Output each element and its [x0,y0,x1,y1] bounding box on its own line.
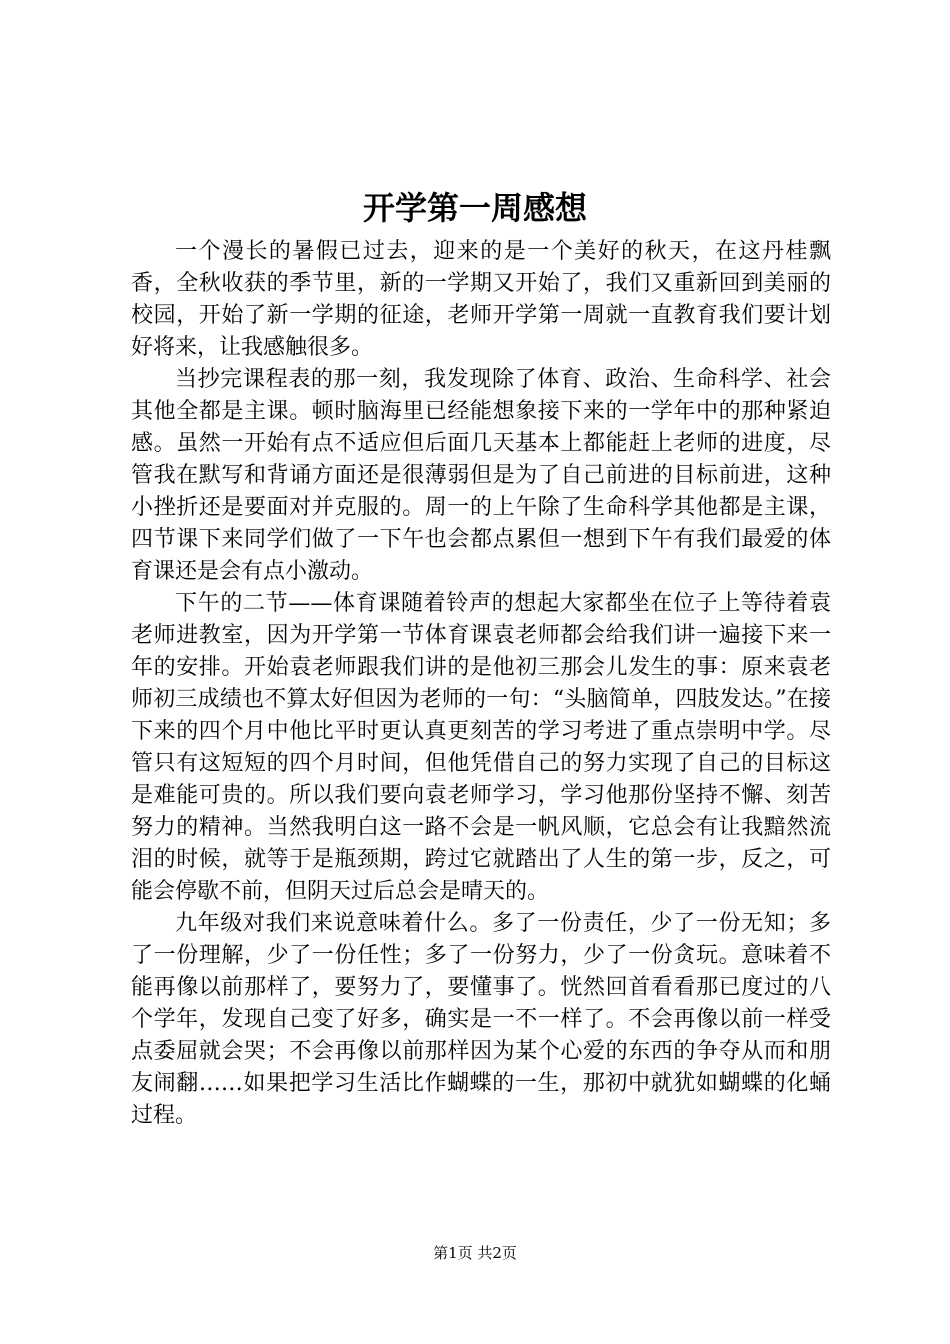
document-body [131,236,831,1132]
paragraph-1: 一个漫长的暑假已过去，迎来的是一个美好的秋天，在这丹桂飘香，全秋收获的季节里，新的一学期又开始了，我们又重新回到美丽的校园，开始了新一学期的征途，老师开学第一周就一直教育我们要计划好将来，让我感触很多。 [131,239,831,360]
paragraph-2: 当抄完课程表的那一刻，我发现除了体育、政治、生命科学、社会其他全都是主课。顿时脑海里已经能想象接下来的一学年中的那种紧迫感。虽然一开始有点不适应但后面几天基本上都能赶上老师的进度，尽管我在默写和背诵方面还是很薄弱但是为了自己前进的目标前进，这种小挫折还是要面对并克服的。周一的上午除了生命科学其他都是主课，四节课下来同学们做了一下午也会都点累但一想到下午有我们最爱的体育课还是会有点小激动。 [131,367,831,584]
paragraph-4: 九年级对我们来说意味着什么。多了一份责任，少了一份无知；多了一份理解，少了一份任性；多了一份努力，少了一份贪玩。意味着不能再像以前那样了，要努力了，要懂事了。恍然回首看看那已度过的八个学年，发现自己变了好多，确实是一不一样了。不会再像以前一样受点委屈就会哭；不会再像以前那样因为某个心爱的东西的争夺从而和朋友闹翻……如果把学习生活比作蝴蝶的一生，那初中就犹如蝴蝶的化蛹过程。 [131,911,831,1128]
page-title: 开学第一周感想 [362,189,587,227]
page-footer: 第1页 共2页 [433,1244,517,1262]
paragraph-3: 下午的二节——体育课随着铃声的想起大家都坐在位子上等待着袁老师进教室，因为开学第一节体育课袁老师都会给我们讲一遍接下来一年的安排。开始袁老师跟我们讲的是他初三那会儿发生的事：原来袁老师初三成绩也不算太好但因为老师的一句：“头脑简单，四肢发达。”在接下来的四个月中他比平时更认真更刻苦的学习考进了重点崇明中学。尽管只有这短短的四个月时间，但他凭借自己的努力实现了自己的目标这是难能可贵的。所以我们要向袁老师学习，学习他那份坚持不懈、刻苦努力的精神。当然我明白这一路不会是一帆风顺，它总会有让我黯然流泪的时候，就等于是瓶颈期，跨过它就踏出了人生的第一步，反之，可能会停歇不前，但阴天过后总会是晴天的。 [131,591,831,904]
